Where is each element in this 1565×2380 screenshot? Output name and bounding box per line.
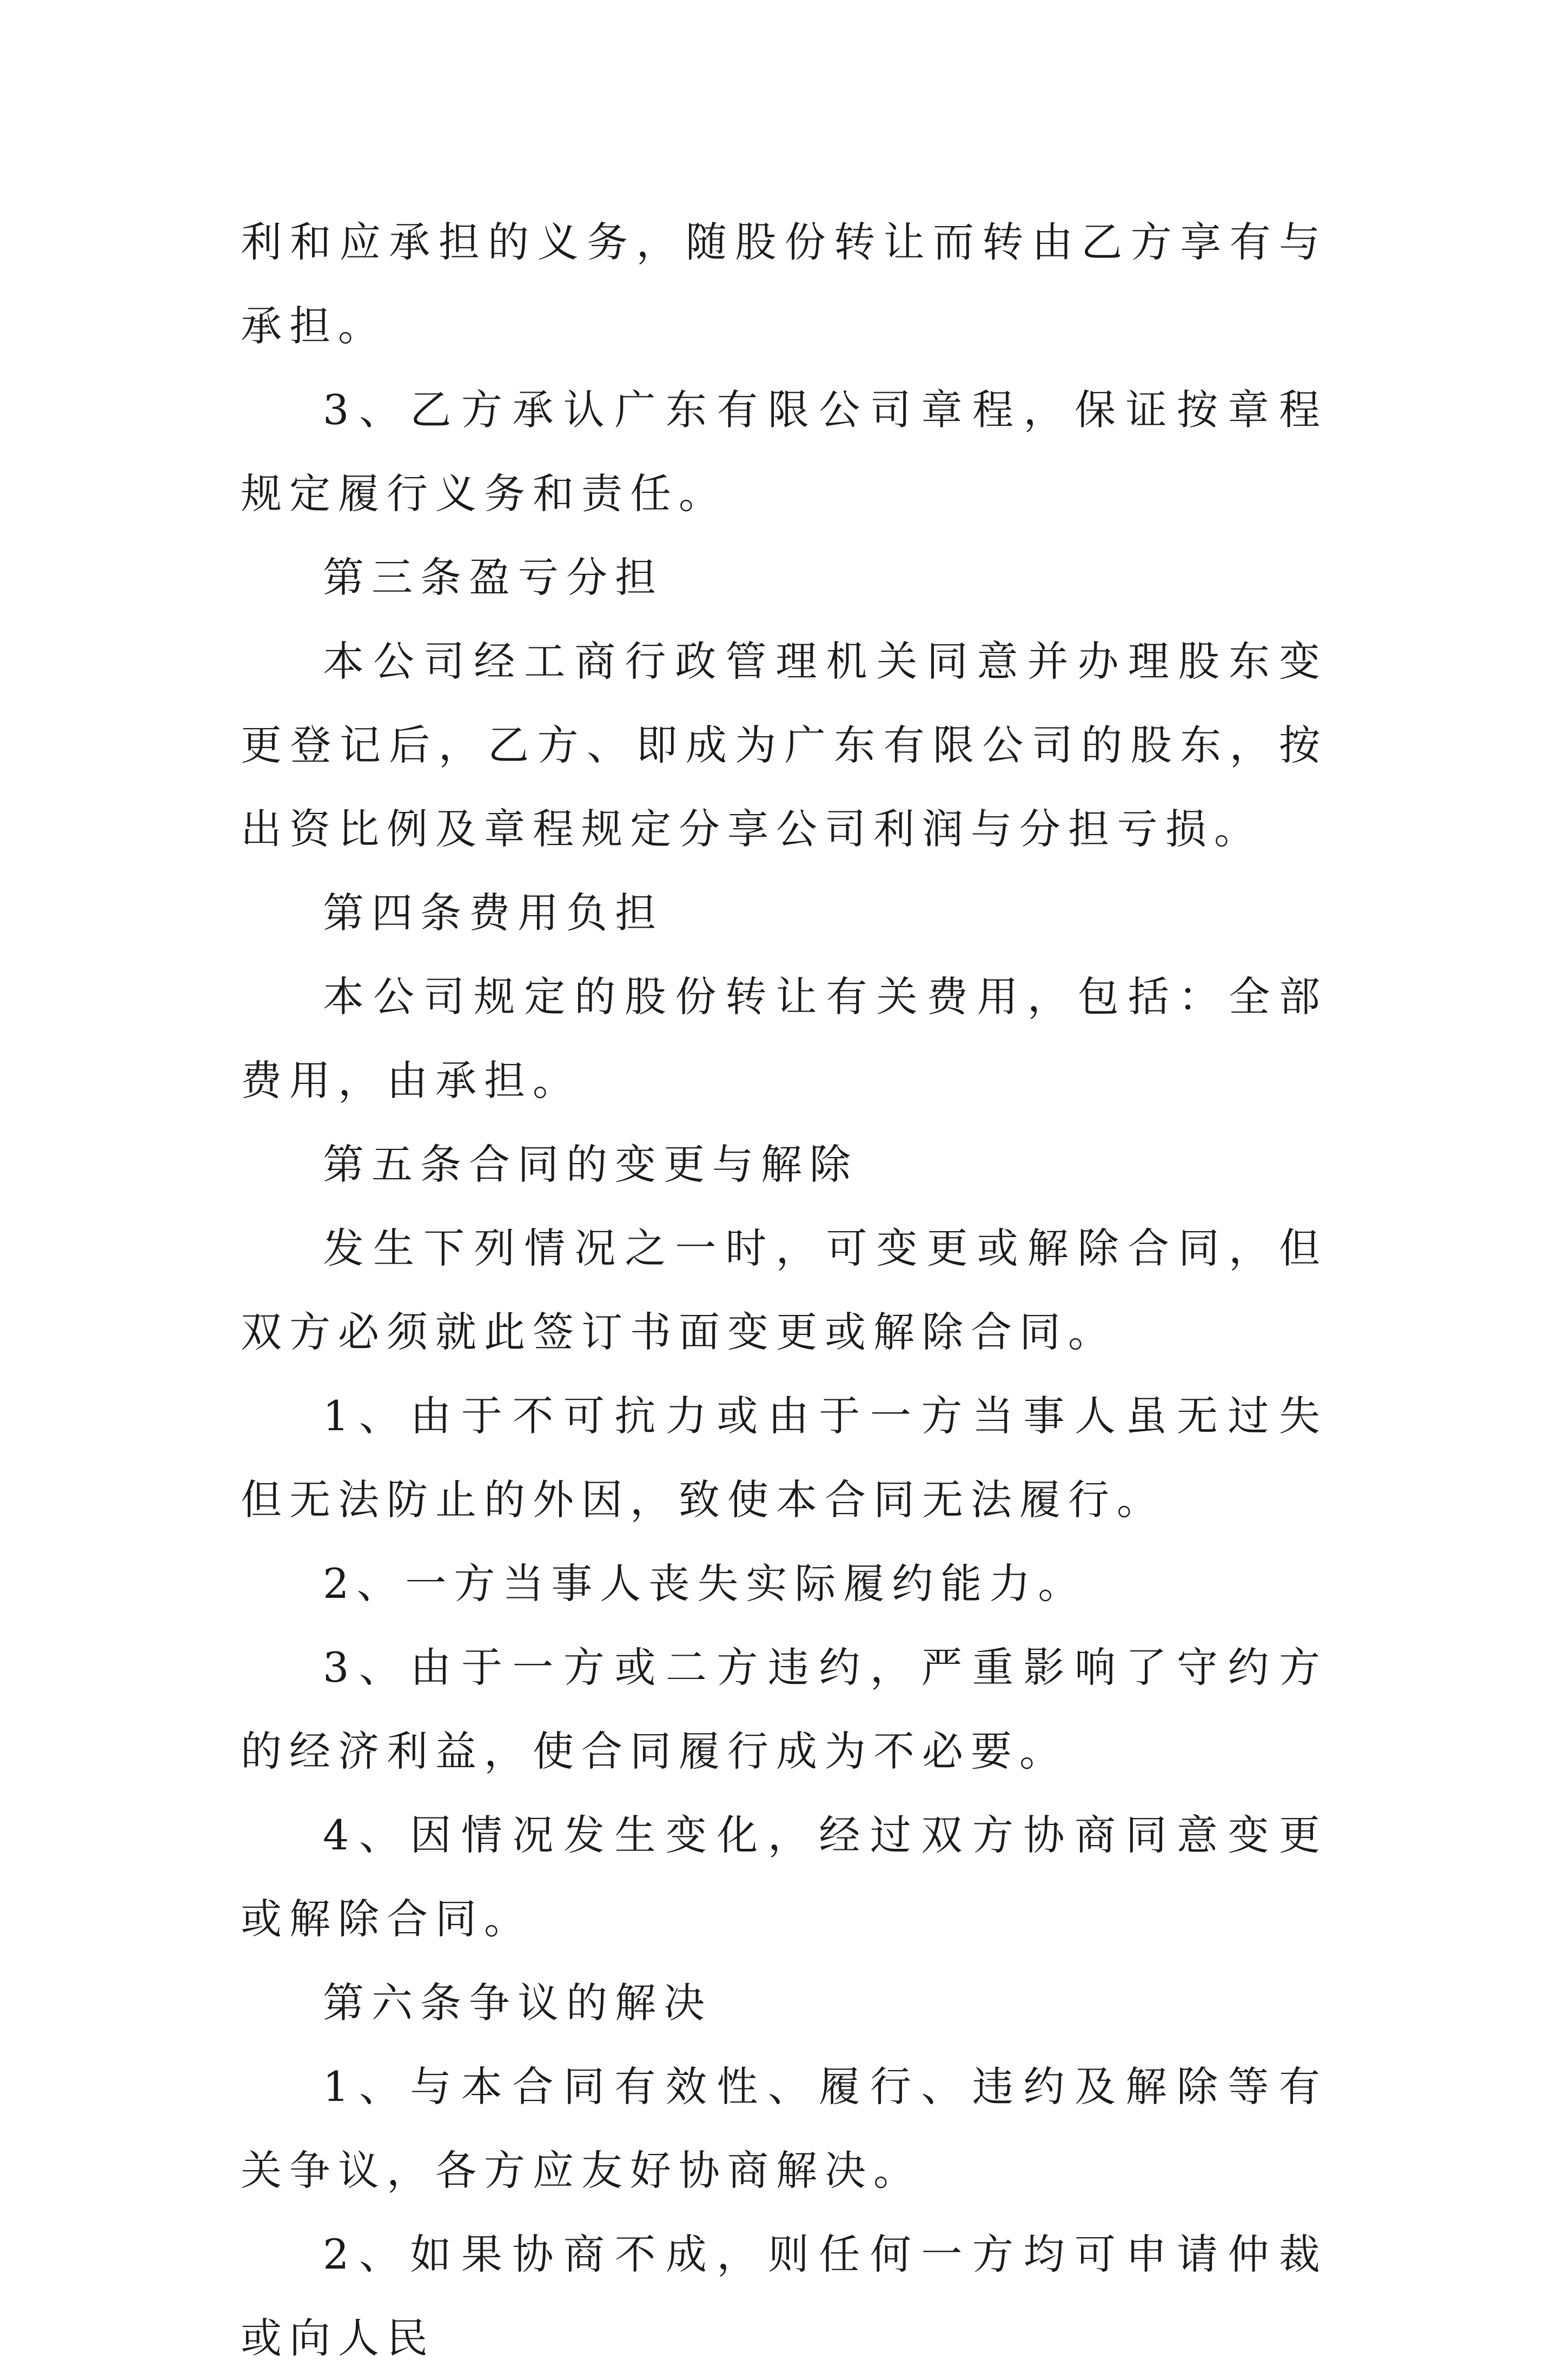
clause-2-3: 3、乙方承认广东有限公司章程，保证按章程规定履行义务和责任。 [241, 386, 1328, 518]
article-5-item-4: 4、因情况发生变化，经过双方协商同意变更或解除合同。 [241, 1811, 1328, 1943]
document-body [241, 200, 1328, 2380]
article-3-heading: 第三条盈亏分担 [323, 553, 664, 601]
article-5-heading: 第五条合同的变更与解除 [323, 1140, 858, 1188]
article-4-body: 本公司规定的股份转让有关费用，包括：全部费用，由承担。 [241, 973, 1328, 1105]
article-3-body: 本公司经工商行政管理机关同意并办理股东变更登记后，乙方、即成为广东有限公司的股东，按出资比例及章程规定分享公司利润与分担亏损。 [241, 637, 1328, 853]
article-6-item-2: 2、如果协商不成，则任何一方均可申请仲裁或向人民 [241, 2230, 1328, 2362]
article-4-heading: 第四条费用负担 [323, 889, 664, 937]
article-5-item-3: 3、由于一方或二方违约，严重影响了守约方的经济利益，使合同履行成为不必要。 [241, 1643, 1328, 1775]
article-5-item-1: 1、由于不可抗力或由于一方当事人虽无过失但无法防止的外因，致使本合同无法履行。 [241, 1392, 1328, 1524]
article-6-item-1: 1、与本合同有效性、履行、违约及解除等有关争议，各方应友好协商解决。 [241, 2062, 1328, 2194]
article-5-intro: 发生下列情况之一时，可变更或解除合同，但双方必须就此签订书面变更或解除合同。 [241, 1224, 1328, 1356]
article-5-item-2: 2、一方当事人丧失实际履约能力。 [323, 1559, 1087, 1608]
paragraph-continuation: 利和应承担的义务，随股份转让而转由乙方享有与承担。 [241, 218, 1328, 350]
article-6-heading: 第六条争议的解决 [323, 1979, 712, 2027]
